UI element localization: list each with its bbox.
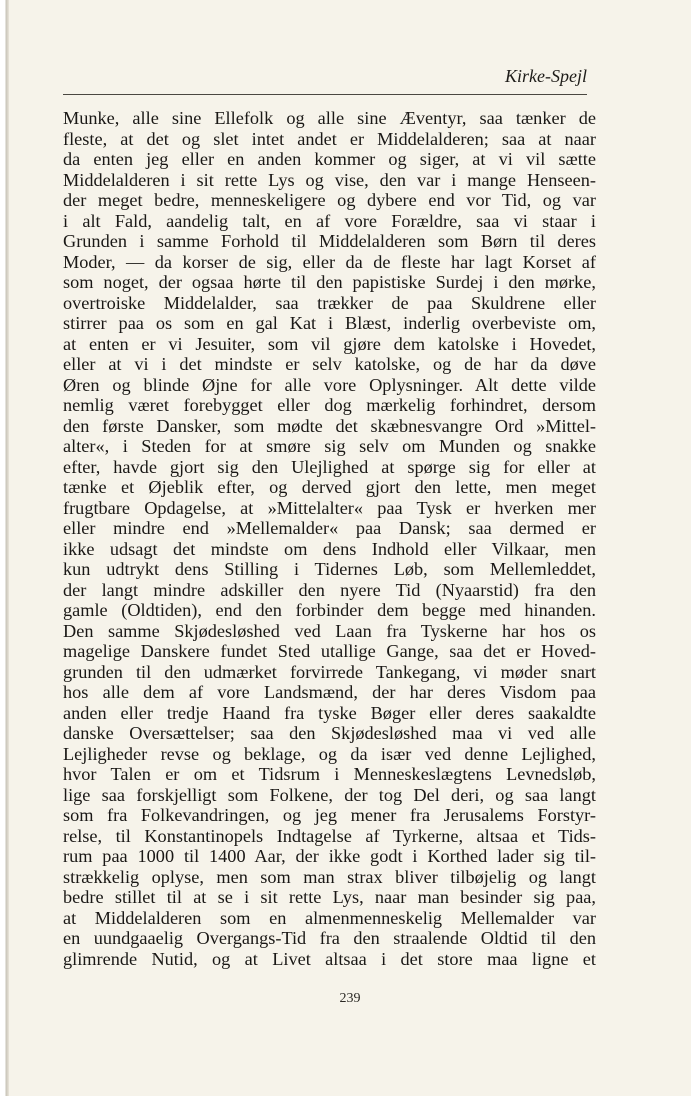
text-line: magelige Danskere fundet Sted utallige Gange, saa det er Hoved- xyxy=(63,641,596,661)
text-line: Øren og blinde Øjne for alle vore Oplysninger. Alt dette vilde xyxy=(63,374,596,395)
text-line: efter, havde gjort sig den Ulejlighed at spørge sig for eller at xyxy=(63,456,596,477)
text-line: da enten jeg eller en anden kommer og siger, at vi vil sætte xyxy=(63,149,596,169)
text-line: strækkelig oplyse, men som man strax bliver tilbøjelig og langt xyxy=(63,866,596,887)
text-line: at Middelalderen som en almenmenneskelig Mellemalder var xyxy=(63,907,596,928)
book-page xyxy=(9,0,691,1096)
text-line: tænke et Øjeblik efter, og derved gjort den lette, men meget xyxy=(63,477,596,497)
text-line: der meget bedre, menneskeligere og dybere end vor Tid, og var xyxy=(63,190,596,210)
text-line: lige saa forskjelligt som Folkene, der tog Del deri, og saa langt xyxy=(63,784,596,805)
text-line: stirrer paa os som en gal Kat i Blæst, inderlig overbeviste om, xyxy=(63,313,596,333)
text-line: kun udtrykt dens Stilling i Tidernes Løb, som Mellemleddet, xyxy=(63,559,596,579)
text-line: den første Dansker, som mødte det skæbnesvangre Ord »Mittel- xyxy=(63,415,596,436)
text-line: rum paa 1000 til 1400 Aar, der ikke godt i Korthed lader sig til- xyxy=(63,846,596,866)
text-line: bedre stillet til at se i sit rette Lys, naar man besinder sig paa, xyxy=(63,887,596,907)
text-line: eller at vi i det mindste er selv katolske, og de har da døve xyxy=(63,354,596,374)
text-line: ikke udsagt det mindste om dens Indhold eller Vilkaar, men xyxy=(63,538,596,559)
text-line: alter«, i Steden for at smøre sig selv om Munden og snakke xyxy=(63,436,596,456)
text-line: som fra Folkevandringen, og jeg mener fra Jerusalems Forstyr- xyxy=(63,805,596,825)
text-line: hvor Talen er om et Tidsrum i Menneskeslægtens Levnedsløb, xyxy=(63,764,596,784)
page-number: 239 xyxy=(339,991,361,1006)
text-line: grunden til den udmærket forvirrede Tankegang, vi møder snart xyxy=(63,661,596,682)
text-line: gamle (Oldtiden), end den forbinder dem begge med hinanden. xyxy=(63,600,596,620)
header-rule xyxy=(63,94,587,95)
binding-edge xyxy=(0,0,9,1096)
text-line: Grunden i samme Forhold til Middelalderen som Børn til deres xyxy=(63,231,596,251)
text-line: at enten er vi Jesuiter, som vil gjøre dem katolske i Hovedet, xyxy=(63,333,596,354)
text-line: Moder, — da korser de sig, eller da de fleste har lagt Korset af xyxy=(63,251,596,272)
body-text xyxy=(63,108,596,969)
text-line: relse, til Konstantinopels Indtagelse af Tyrkerne, altsaa et Tids- xyxy=(63,825,596,846)
text-line: Den samme Skjødesløshed ved Laan fra Tyskerne har hos os xyxy=(63,620,596,641)
text-line: frugtbare Opdagelse, at »Mittelalter« paa Tysk er hverken mer xyxy=(63,497,596,518)
text-line: nemlig været forebygget eller dog mærkelig forhindret, dersom xyxy=(63,395,596,415)
text-line: eller mindre end »Mellemalder« paa Dansk; saa dermed er xyxy=(63,518,596,538)
text-line: danske Oversættelser; saa den Skjødesløshed maa vi ved alle xyxy=(63,723,596,743)
text-line: der langt mindre adskiller den nyere Tid (Nyaarstid) fra den xyxy=(63,579,596,600)
text-line: Lejligheder revse og beklage, og da især ved denne Lejlighed, xyxy=(63,743,596,764)
text-line: Middelalderen i sit rette Lys og vise, den var i mange Henseen- xyxy=(63,169,596,190)
text-line: hos alle dem af vore Landsmænd, der har deres Visdom paa xyxy=(63,682,596,702)
text-line: en uundgaaelig Overgangs-Tid fra den straalende Oldtid til den xyxy=(63,928,596,948)
running-head: Kirke-Spejl xyxy=(505,66,587,86)
text-line: glimrende Nutid, og at Livet altsaa i det store maa ligne et xyxy=(63,948,596,969)
text-line: anden eller tredje Haand fra tyske Bøger eller deres saakaldte xyxy=(63,702,596,723)
text-line: i alt Fald, aandelig talt, en af vore Forældre, saa vi staar i xyxy=(63,210,596,231)
text-line: overtroiske Middelalder, saa trækker de paa Skuldrene eller xyxy=(63,292,596,313)
text-line: fleste, at det og slet intet andet er Middelalderen; saa at naar xyxy=(63,128,596,149)
text-line: som noget, der ogsaa hørte til den papistiske Surdej i den mørke, xyxy=(63,272,596,292)
text-line: Munke, alle sine Ellefolk og alle sine Æventyr, saa tænker de xyxy=(63,108,596,128)
